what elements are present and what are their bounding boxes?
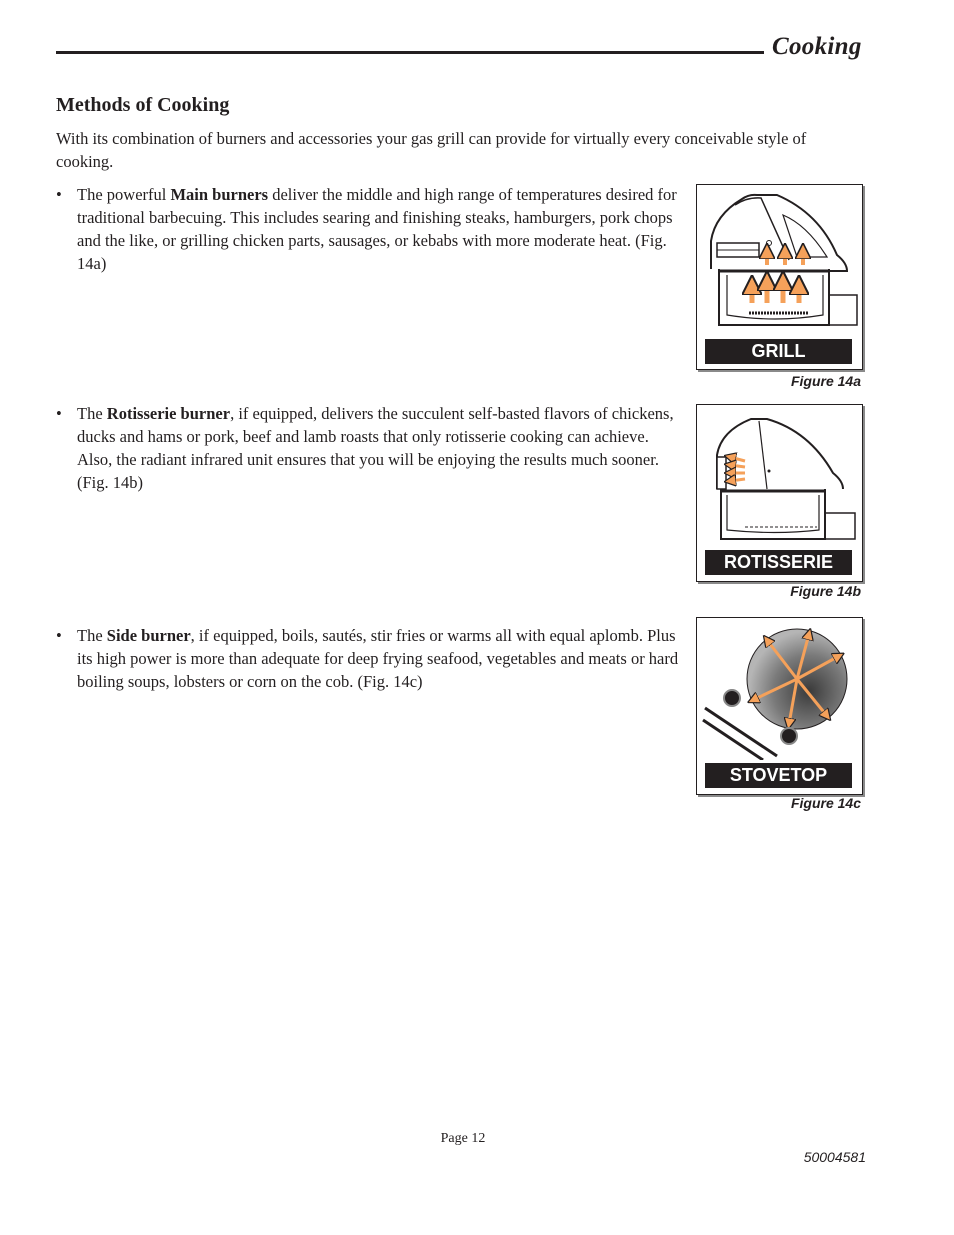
term-rotisserie-burner: Rotisserie burner: [106, 404, 231, 423]
figure-label: ROTISSERIE: [705, 550, 852, 575]
header-rule: [56, 51, 764, 54]
figure-stovetop: [696, 617, 863, 795]
bullet-marker: •: [56, 626, 62, 645]
figure-caption: Figure 14b: [790, 583, 861, 599]
stovetop-burner-icon: [697, 618, 862, 760]
bullet-text: The Rotisserie burner, if equipped, delivers the succulent self-basted flavors of chickens, ducks and hams or pork, beef and lamb roasts that only rotisserie cooking can achieve. Also, the radiant infrared unit ensures that you will be enjoying the results much sooner. (Fig. 14b): [77, 404, 674, 492]
figure-label: GRILL: [705, 339, 852, 364]
bullet-text: The powerful Main burners deliver the middle and high range of temperatures desired for traditional barbecuing. This includes searing and finishing steaks, hamburgers, pork chops and the like, or grilling chicken parts, sausages, or kebabs with more moderate heat. (Fig. 14a): [77, 185, 677, 273]
section-heading: Methods of Cooking: [56, 94, 230, 116]
bullet-text: The Side burner, if equipped, boils, sautés, stir fries or warms all with equal aplomb. Plus its high power is more than adequate for deep frying seafood, vegetables and meats or hard boiling soups, lobsters or corn on the cob. (Fig. 14c): [77, 626, 679, 691]
rotisserie-heat-icon: [697, 405, 862, 547]
page-section-title: Cooking: [772, 33, 862, 60]
document-number: 50004581: [803, 1149, 866, 1165]
bullet-marker: •: [56, 404, 62, 423]
term-side-burner: Side burner: [106, 626, 191, 645]
bullet-marker: •: [56, 185, 62, 204]
figure-grill: [696, 184, 863, 370]
term-main-burners: Main burners: [170, 185, 269, 204]
figure-caption: Figure 14a: [790, 373, 861, 389]
page-number: Page 12: [440, 1131, 486, 1146]
figure-rotisserie: [696, 404, 863, 582]
figure-caption: Figure 14c: [790, 795, 861, 811]
figure-label: STOVETOP: [705, 763, 852, 788]
intro-paragraph: With its combination of burners and accessories your gas grill can provide for virtually every conceivable style of cooking.: [56, 129, 807, 171]
grill-heat-icon: [697, 185, 862, 337]
